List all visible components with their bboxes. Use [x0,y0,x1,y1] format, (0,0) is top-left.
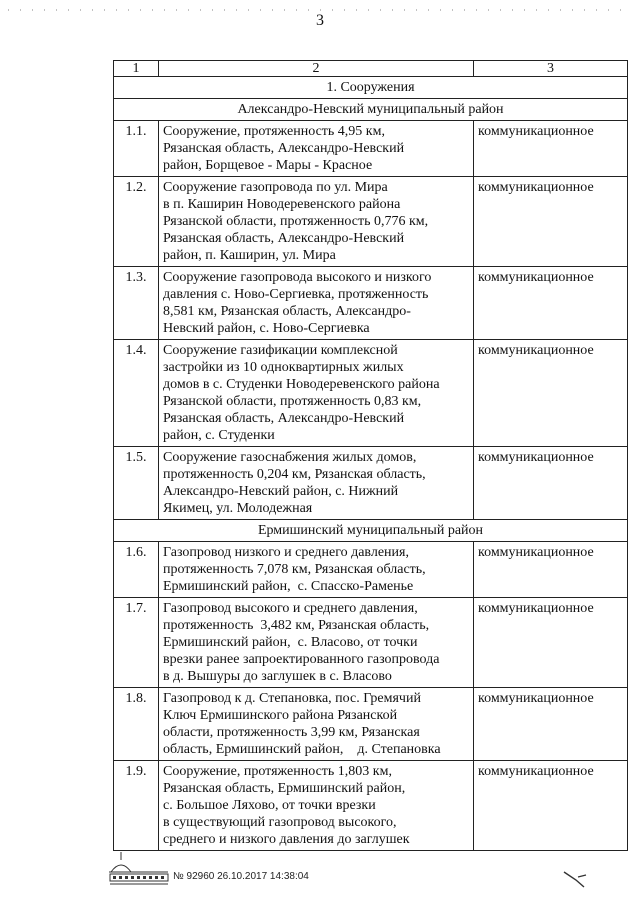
description-line: Рязанской области, протяженность 0,776 км, [163,214,429,229]
table-body [114,61,628,851]
district-row [114,520,628,542]
object-type: коммуникационное [474,688,628,761]
description-line: Газопровод к д. Степановка, пос. Гремячий [163,691,421,706]
object-description [159,340,474,447]
table-row [114,447,628,520]
registry-stamp: № 92960 26.10.2017 14:38:04 [173,871,309,882]
description-line: Рязанская область, Александро-Невский [163,411,405,426]
description-line: район, с. Студенки [163,428,275,443]
description-line: в существующий газопровод высокого, [163,815,397,830]
description-line: среднего и низкого давления до заглушек [163,832,410,847]
table-row [114,542,628,598]
description-line: Якимец, ул. Молодежная [163,501,313,516]
column-number: 3 [474,61,628,77]
description-line: с. Большое Ляхово, от точки врезки [163,798,376,813]
description-line: протяженность 0,204 км, Рязанская область, [163,467,426,482]
description-line: Рязанская область, Александро-Невский [163,231,405,246]
description-line: домов в с. Студенки Новодеревенского района [163,377,440,392]
object-type: коммуникационное [474,121,628,177]
description-line: Газопровод высокого и среднего давления, [163,601,418,616]
description-line: Сооружение газопровода высокого и низкого [163,270,432,285]
scan-top-edge [8,9,632,11]
table-row [114,761,628,851]
object-type: коммуникационное [474,542,628,598]
row-number: 1.1. [114,121,159,177]
description-line: протяженность 7,078 км, Рязанская область, [163,562,426,577]
description-line: врезки ранее запроектированного газопровода [163,652,440,667]
row-number: 1.6. [114,542,159,598]
description-line: Сооружение газопровода по ул. Мира [163,180,388,195]
row-number: 1.2. [114,177,159,267]
description-line: Рязанская область, Александро-Невский [163,141,405,156]
table-row [114,598,628,688]
section-row [114,77,628,99]
description-line: Рязанской области, протяженность 0,83 км, [163,394,422,409]
object-description [159,598,474,688]
object-type: коммуникационное [474,447,628,520]
object-type: коммуникационное [474,761,628,851]
description-line: Рязанская область, Ермишинский район, [163,781,406,796]
object-type: коммуникационное [474,598,628,688]
object-description [159,688,474,761]
table-row [114,121,628,177]
column-number-row [114,61,628,77]
row-number: 1.5. [114,447,159,520]
handwritten-mark [562,868,592,890]
column-number: 1 [114,61,159,77]
description-line: Ермишинский район, с. Спасско-Раменье [163,579,414,594]
object-type: коммуникационное [474,267,628,340]
table-row [114,688,628,761]
object-type: коммуникационное [474,177,628,267]
description-line: Сооружение, протяженность 1,803 км, [163,764,392,779]
row-number: 1.8. [114,688,159,761]
table-row [114,340,628,447]
description-line: давления с. Ново-Сергиевка, протяженность [163,287,429,302]
description-line: 8,581 км, Рязанская область, Александро- [163,304,411,319]
object-description [159,121,474,177]
description-line: район, Борщевое - Мары - Красное [163,158,373,173]
object-description [159,447,474,520]
description-line: Сооружение, протяженность 4,95 км, [163,124,385,139]
description-line: Сооружение газоснабжения жилых домов, [163,450,417,465]
object-type: коммуникационное [474,340,628,447]
description-line: Газопровод низкого и среднего давления, [163,545,409,560]
object-description [159,177,474,267]
description-line: застройки из 10 одноквартирных жилых [163,360,404,375]
description-line: Ключ Ермишинского района Рязанской [163,708,398,723]
description-line: в д. Вышуры до заглушек в с. Власово [163,669,392,684]
description-line: район, п. Каширин, ул. Мира [163,248,336,263]
description-line: Александро-Невский район, с. Нижний [163,484,399,499]
district-name: Ермишинский муниципальный район [114,520,628,542]
table-row [114,177,628,267]
description-line: протяженность 3,482 км, Рязанская область, [163,618,430,633]
object-description [159,542,474,598]
object-description [159,267,474,340]
description-line: области, протяженность 3,99 км, Рязанская [163,725,420,740]
description-line: Сооружение газификации комплексной [163,343,398,358]
property-table [113,60,628,851]
row-number: 1.9. [114,761,159,851]
table-row [114,267,628,340]
description-line: область, Ермишинский район, д. Степановка [163,742,441,757]
description-line: в п. Каширин Новодеревенского района [163,197,401,212]
object-description [159,761,474,851]
row-number: 1.7. [114,598,159,688]
description-line: Невский район, с. Ново-Сергиевка [163,321,370,336]
section-title: 1. Сооружения [114,77,628,99]
row-number: 1.4. [114,340,159,447]
description-line: Ермишинский район, с. Власово, от точки [163,635,418,650]
district-row [114,99,628,121]
column-number: 2 [159,61,474,77]
row-number: 1.3. [114,267,159,340]
page-number: 3 [316,12,324,29]
district-name: Александро-Невский муниципальный район [114,99,628,121]
